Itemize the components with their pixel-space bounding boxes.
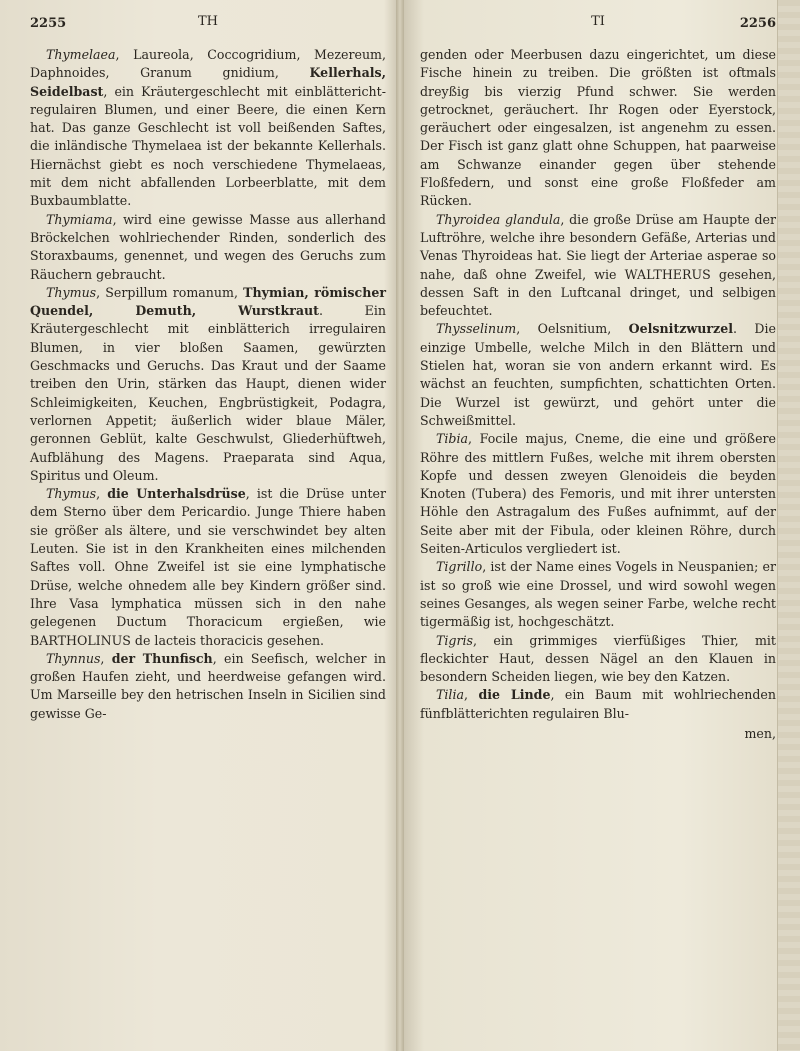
entry-rest: , ist die Drüse unter dem Sterno über dem Pericardio. Junge Thiere haben sie größer als ältere, und sie verschwindet bey alten Leuten. Sie ist in den Krankheiten eines milchenden Saftes voll. Ohne Zweifel ist sie eine lymphatische Drüse, welche ohnedem alle bey Kindern größer sind. Ihre Vasa lymphatica müssen sich in den nahe gelegenen Ductum Thoracicum ergießen, wie BARTHOLINUS de lacteis thoracicis gesehen.	[30, 486, 386, 648]
entry-headword: Thymus	[46, 284, 97, 300]
right-page-number: 2256	[739, 16, 776, 31]
entry-text: , ein grimmiges vierfüßiges Thier, mit fleckichter Haut, dessen Nägel an den Klauen in besondern Scheiden liegen, wie bey den Katzen.	[420, 632, 776, 685]
entry-german-term: Kellerhals, Seidelbast	[30, 65, 386, 99]
dictionary-entry	[420, 632, 776, 687]
dictionary-entry	[30, 650, 386, 723]
dictionary-entry	[420, 558, 776, 631]
entry-headword: Thysselinum	[436, 321, 517, 337]
entry-text: , Laureola, Coccogridium, Mezereum, Daphnoides, Granum gnidium,	[30, 47, 386, 81]
entry-headword: Tigris	[436, 632, 474, 648]
left-page-body	[30, 46, 386, 723]
entry-headword: Thymus	[46, 486, 97, 502]
entry-text: ,	[96, 486, 108, 502]
entry-german-term: der Thunfisch	[111, 650, 213, 666]
entry-headword: Thynnus	[46, 650, 101, 666]
dictionary-entry	[420, 211, 776, 321]
dictionary-entry	[420, 46, 776, 211]
catchword: men,	[744, 725, 776, 741]
entry-german-term: Thymian, römischer Quendel, Demuth, Wurstkraut	[30, 284, 386, 319]
entry-text: , Focile majus, Cneme, die eine und größere Röhre des mittlern Fußes, welche mit ihrem obersten Kopfe und dessen zweyen Glenoideis die beyden Knoten (Tubera) des Femoris, und mit ihrer untersten Höhle den Astragalum des Fußes aufnimmt, auf der Seite aber mit der Fibula, oder kleinen Röhre, durch Seiten-Articulos vergliedert ist.	[420, 431, 776, 557]
entry-rest: , ein Kräutergeschlecht mit einblättericht-regulairen Blumen, und einer Beere, die einen Kern hat. Das ganze Geschlecht ist voll beißenden Saftes, die inländische Thymelaea ist der bekannte Kellerhals. Hiernächst giebt es noch verschiedene Thymelaeas, mit dem nicht abfallenden Lorbeerblatte, mit dem Buxbaumblatte.	[30, 83, 386, 209]
entry-headword: Tibia	[436, 431, 469, 447]
entry-text: , ist der Name eines Vogels in Neuspanien; er ist so groß wie eine Drossel, und wird sowohl wegen seines Gesanges, als wegen seiner Farbe, welche recht tigermäßig ist, hochgeschätzt.	[420, 559, 776, 630]
left-page-header	[30, 16, 386, 46]
entry-text: , wird eine gewisse Masse aus allerhand Bröckelchen wohlriechender Rinden, sonderlich des Storaxbaums, genennet, und wegen des Geruchs zum Räuchern gebraucht.	[30, 211, 386, 282]
entry-text: , Serpillum romanum,	[96, 284, 244, 300]
entry-rest: , ein Seefisch, welcher in großen Haufen zieht, und heerdweise gefangen wird. Um Marseille bey den hetrischen Inseln in Sicilien sind gewisse Ge-	[30, 650, 386, 721]
entry-german-term: die Linde	[478, 687, 551, 703]
dictionary-entry	[420, 320, 776, 430]
entry-rest: . Ein Kräutergeschlecht mit einblätterich irregulairen Blumen, in vier bloßen Saamen, gewürzten Geschmacks und Geruchs. Das Kraut und der Saame treiben den Urin, stärken das Haupt, dienen wider Schleimigkeiten, Keuchen, Engbrüstigkeit, Podagra, verlornen Appetit; äußerlich wider blaue Mäler, geronnen Geblüt, kalte Geschwulst, Gliederhüftweh, Aufblähung des Magens. Praeparata sind Aqua, Spiritus und Oleum.	[30, 303, 386, 483]
entry-german-term: die Unterhalsdrüse	[107, 486, 246, 502]
entry-text: ,	[464, 687, 479, 703]
entry-rest: . Die einzige Umbelle, welche Milch in den Blättern und Stielen hat, woran sie von andern erkannt wird. Es wächst an feuchten, sumpfichten, schattichten Orten. Die Wurzel ist gewürzt, und gehört unter die Schweißmittel.	[420, 321, 777, 428]
entry-german-term: Oelsnitzwurzel	[628, 321, 733, 337]
right-page-header	[420, 16, 776, 46]
entry-text: , die große Drüse am Haupte der Luftröhre, welche ihre besondern Gefäße, Arterias und Venas Thyroideas hat. Sie liegt der Arteriae asperae so nahe, daß ohne Zweifel, wie WALTHERUS gesehen, dessen Saft in den Luftcanal dringet, und selbigen befeuchtet.	[420, 211, 776, 319]
right-page	[402, 0, 800, 1051]
entry-rest: , ein Baum mit wohlriechenden fünfblätterichten regulairen Blu-	[420, 687, 776, 721]
entry-headword: Thymelaea	[46, 47, 116, 62]
left-page-number: 2255	[30, 16, 67, 31]
dictionary-entry	[30, 46, 386, 211]
right-running-head: TI	[591, 14, 605, 29]
left-running-head: TH	[197, 14, 218, 29]
dictionary-entry	[30, 284, 386, 485]
entry-text: genden oder Meerbusen dazu eingerichtet, um diese Fische hinein zu treiben. Die größten ist oftmals dreyßig bis vierzig Pfund schwer. Sie werden getrocknet, geräuchert. Ihr Rogen oder Eyerstock, geräuchert oder eingesalzen, ist angenehm zu essen. Der Fisch ist ganz glatt ohne Schuppen, hat paarweise am Schwanze einander gegen über stehende Floßfedern, und sonst eine große Floßfeder am Rücken.	[420, 47, 776, 209]
dictionary-entry	[420, 686, 776, 723]
right-page-body	[420, 46, 776, 743]
entry-headword: Thymiama	[46, 211, 113, 227]
dictionary-entry	[30, 211, 386, 284]
left-page	[0, 0, 398, 1051]
entry-text: , Oelsnitium,	[516, 321, 629, 337]
dictionary-entry	[30, 485, 386, 650]
dictionary-entry	[420, 430, 776, 558]
entry-text: ,	[100, 650, 112, 666]
entry-headword: Thyroidea glandula	[436, 211, 561, 227]
entry-headword: Tilia	[436, 687, 464, 703]
page-edge	[777, 0, 800, 1051]
entry-headword: Tigrillo	[436, 559, 483, 575]
